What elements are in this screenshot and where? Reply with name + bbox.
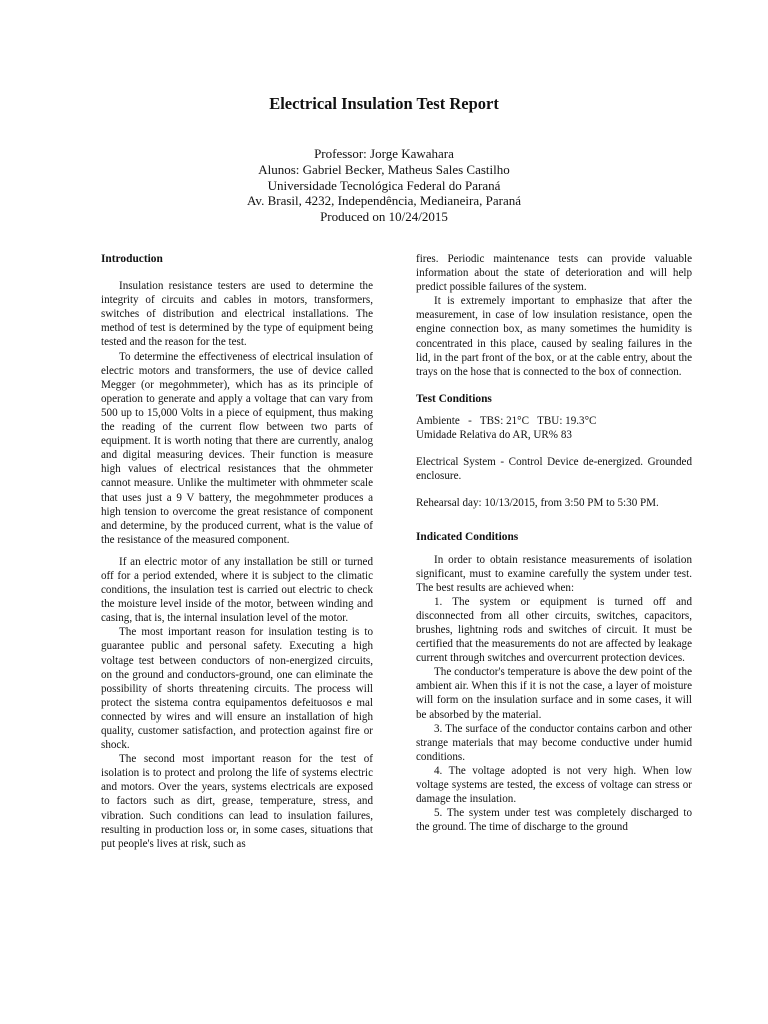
professor-line: Professor: Jorge Kawahara xyxy=(314,146,454,161)
rehearsal-day: Rehearsal day: 10/13/2015, from 3:50 PM to 5:30 PM. xyxy=(416,497,659,510)
right-column xyxy=(416,252,692,834)
intro-paragraph-3: If an electric motor of any installation be still or turned off for a period extended, where it is subject to the climatic conditions, the insulation test is carried out electric to check the moisture level inside of the motor, between winding and casing, that is, the internal insulation level of the motor. xyxy=(101,555,373,625)
condition-3: 3. The surface of the conductor contains carbon and other strange materials that may become conductive under humid conditions. xyxy=(416,722,692,763)
intro-paragraph-4: The most important reason for insulation testing is to guarantee public and personal safety. Executing a high voltage test between conductors of non-energized circuits, on the ground and conductors-ground, one can eliminate the possibility of shorts threatening circuits. The process will protect the sistema contra equipamentos defeituosos e mal connected by wires and will ensure an installation of high quality, customer satisfaction, and protection against fire or shock. xyxy=(101,626,373,752)
intro-paragraph-5: The second most important reason for the test of isolation is to protect and prolong the life of systems electric and motors. Over the years, systems electricals are exposed to factors such as dirt, grease, temperature, stress, and vibration. Such conditions can lead to insulation failures, resulting in production loss or, in some cases, situations that put people's lives at risk, such as xyxy=(101,753,373,850)
indicated-conditions-heading: Indicated Conditions xyxy=(416,531,519,544)
report-header xyxy=(0,146,768,225)
indicated-intro: In order to obtain resistance measurements of isolation significant, must to examine carefully the system under test. The best results are achieved when: xyxy=(416,553,692,594)
date-line: Produced on 10/24/2015 xyxy=(320,209,448,225)
condition-5: 5. The system under test was completely discharged to the ground. The time of discharge to the ground xyxy=(416,807,692,834)
electrical-system-status: Electrical System - Control Device de-energized. Grounded enclosure. xyxy=(416,456,692,483)
left-column xyxy=(101,252,373,851)
condition-1: 1. The system or equipment is turned off and disconnected from all other circuits, switches, capacitors, brushes, lightning rods and switches of circuit. It must be certified that the measurements do not are affected by leakage current through switches and overcurrent protection devices. xyxy=(416,595,692,665)
test-conditions-heading: Test Conditions xyxy=(416,392,492,405)
report-title: Electrical Insulation Test Report xyxy=(269,94,499,113)
ambient-conditions: Ambiente - TBS: 21°C TBU: 19.3°C xyxy=(416,414,597,427)
address-line: Av. Brasil, 4232, Independência, Medianeira, Paraná xyxy=(247,193,521,209)
intro-paragraph-1: Insulation resistance testers are used to determine the integrity of circuits and cables in motors, transformers, switches of distribution and electrical installations. The method of test is determined by the type of equipment being tested and the reason for the test. xyxy=(101,280,373,349)
condition-4: 4. The voltage adopted is not very high. When low voltage systems are tested, the excess of voltage can stress or damage the insulation. xyxy=(416,764,692,806)
continuation-paragraph: fires. Periodic maintenance tests can provide valuable information about the state of deterioration and will help predict possible failures of the system. xyxy=(416,253,692,294)
intro-paragraph-2: To determine the effectiveness of electrical insulation of electric motors and transformers, the use of device called Megger (or megohmmeter), which has as its principle of operation to generate and apply a voltage that can vary from 500 up to 15,000 Volts in a piece of equipment, thus making the reading of the current flow between two parts of equipment. It is worth noting that there are currently, analog and digital measuring devices. Their function is measure high values of electrical resistances that the ohmmeter cannot measure. Unlike the multimeter with ohmmeter scale that uses just a 9 V battery, the megohmmeter produces a high tension to overcome the great resistance of component and determine, by the produced current, what is the value of the resistance of the measured component. xyxy=(101,350,373,546)
students-line: Alunos: Gabriel Becker, Matheus Sales Castilho xyxy=(258,161,510,177)
university-line: Universidade Tecnológica Federal do Paraná xyxy=(267,177,501,193)
condition-2: The conductor's temperature is above the dew point of the ambient air. When this if it is not the case, a layer of moisture will form on the insulation surface and in some cases, it will be absorbed by the material. xyxy=(416,666,692,721)
emphasis-paragraph: It is extremely important to emphasize that after the measurement, in case of low insulation resistance, open the engine connection box, as many sometimes the humidity is concentrated in this place, caused by sealing failures in the lid, in the part front of the box, or at the cable entry, about the trays on the hose that is connected to the box of connection. xyxy=(416,295,692,378)
introduction-heading: Introduction xyxy=(101,253,163,265)
relative-humidity: Umidade Relativa do AR, UR% 83 xyxy=(416,429,572,442)
